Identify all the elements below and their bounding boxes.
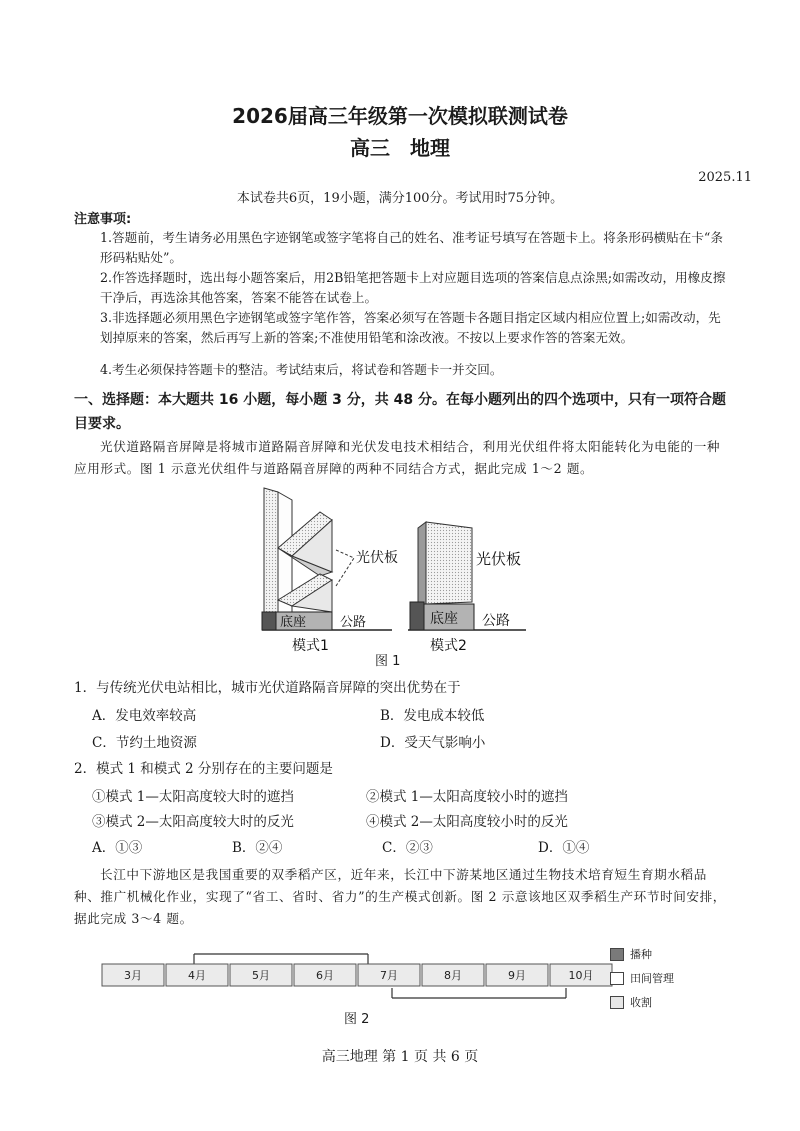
month-label: 8月	[444, 969, 462, 982]
note-item: 3.非选择题必须用黑色字迹钢笔或签字笔作答，答案必须写在答题卡各题目指定区域内相应位置上;如需改动，先划掉原来的答案，然后再写上新的答案;不准使用铅笔和涂改液。不按以上要求作答的答案无效。	[100, 310, 721, 345]
notes-heading: 注意事项:	[74, 212, 132, 227]
month-label: 5月	[252, 969, 270, 982]
mode2-diagram	[410, 522, 521, 654]
exam-subtitle: 高三 地理	[350, 136, 450, 160]
month-label: 3月	[124, 969, 142, 982]
question-2-stem: 2．模式 1 和模式 2 分别存在的主要问题是	[74, 761, 333, 777]
panel-label: 光伏板	[356, 550, 398, 566]
q2-item: ①模式 1—太阳高度较大时的遮挡	[92, 789, 294, 805]
legend-swatch	[610, 972, 624, 985]
figure-1	[250, 484, 540, 664]
question-1-stem: 1．与传统光伏电站相比，城市光伏道路隔音屏障的突出优势在于	[74, 680, 461, 696]
figure-1-caption: 图 1	[375, 654, 401, 669]
base-label: 底座	[430, 611, 458, 627]
legend-label: 田间管理	[630, 972, 674, 985]
month-label: 10月	[568, 969, 594, 982]
month-label: 6月	[316, 969, 334, 982]
exam-date: 2025.11	[698, 170, 752, 185]
legend-item	[610, 970, 674, 986]
q2-item: ④模式 2—太阳高度较小时的反光	[366, 814, 568, 830]
legend-label: 播种	[630, 948, 652, 961]
q1-option-a: A．发电效率较高	[92, 708, 197, 724]
note-item: 2.作答选择题时，选出每小题答案后，用2B铅笔把答题卡上对应题目选项的答案信息点涂黑;如需改动，用橡皮擦干净后，再选涂其他答案，答案不能答在试卷上。	[100, 270, 726, 305]
mode2-label: 模式2	[430, 638, 467, 654]
legend-swatch	[610, 948, 624, 961]
q2-option-d: D．①④	[538, 840, 590, 856]
passage-1: 光伏道路隔音屏障是将城市道路隔音屏障和光伏发电技术相结合，利用光伏组件将太阳能转化为电能的一种应用形式。图 1 示意光伏组件与道路隔音屏障的两种不同结合方式，据此完成 1～2 题。	[74, 439, 721, 476]
q2-option-a: A．①③	[92, 840, 143, 856]
q2-item: ③模式 2—太阳高度较大时的反光	[92, 814, 294, 830]
q1-option-b: B．发电成本较低	[380, 708, 485, 724]
figure-2-caption: 图 2	[344, 1012, 370, 1027]
road-label: 公路	[482, 613, 510, 629]
month-label: 4月	[188, 969, 206, 982]
figure-2-legend	[610, 946, 674, 1010]
q2-item: ②模式 1—太阳高度较小时的遮挡	[366, 789, 568, 805]
legend-label: 收割	[630, 996, 652, 1009]
q2-option-c: C．②③	[382, 840, 433, 856]
mode1-label: 模式1	[292, 638, 329, 654]
note-item: 4.考生必须保持答题卡的整洁。考试结束后，将试卷和答题卡一并交回。	[100, 362, 503, 377]
page-footer: 高三地理 第 1 页 共 6 页	[321, 1049, 479, 1065]
legend-swatch	[610, 996, 624, 1009]
q2-option-b: B．②④	[232, 840, 283, 856]
road-label: 公路	[340, 615, 367, 630]
legend-item	[610, 994, 674, 1010]
q1-option-d: D．受天气影响小	[380, 735, 486, 751]
exam-intro: 本试卷共6页，19小题，满分100分。考试用时75分钟。	[236, 191, 564, 206]
mode1-diagram	[262, 488, 398, 654]
passage-2: 长江中下游地区是我国重要的双季稻产区，近年来，长江中下游某地区通过生物技术培育短生育期水稻品种、推广机械化作业，实现了“省工、省时、省力”的生产模式创新。图 2 示意该地区双季稻生产环节时间安排，据此完成 3～4 题。	[74, 867, 727, 926]
q1-option-c: C．节约土地资源	[92, 735, 197, 751]
exam-title: 2026届高三年级第一次模拟联测试卷	[232, 104, 568, 128]
month-label: 9月	[508, 969, 526, 982]
legend-item	[610, 946, 674, 962]
base-label: 底座	[280, 615, 307, 630]
month-label: 7月	[380, 969, 398, 982]
panel-label: 光伏板	[476, 550, 522, 568]
section-heading: 一、选择题：本大题共 16 小题，每小题 3 分，共 48 分。在每小题列出的四个选项中，只有一项符合题目要求。	[74, 392, 726, 432]
note-item: 1.答题前，考生请务必用黑色字迹钢笔或签字笔将自己的姓名、准考证号填写在答题卡上。将条形码横贴在卡“条形码粘贴处”。	[100, 230, 723, 265]
figure-2	[96, 948, 696, 1008]
